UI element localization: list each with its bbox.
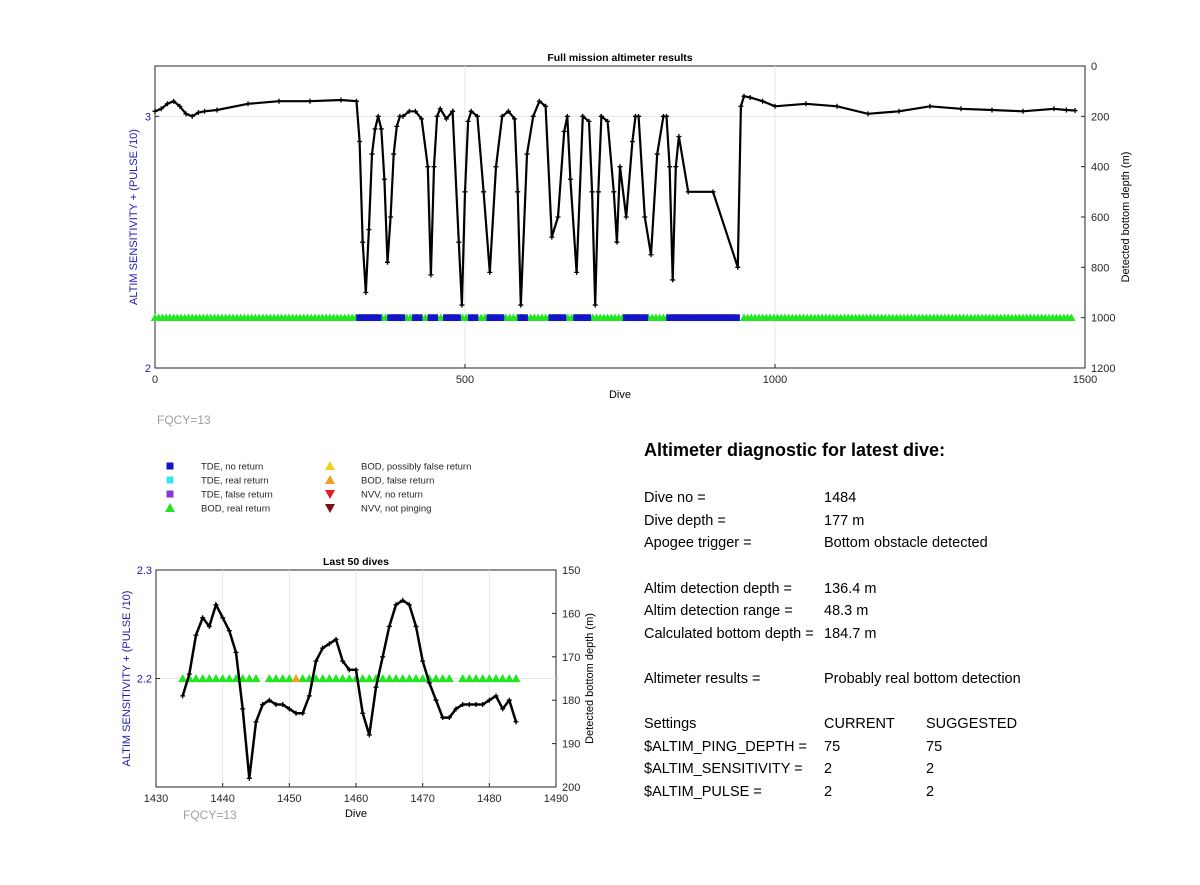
main-frequency-note: FQCY=13 [157,413,211,427]
legend-label: TDE, no return [201,461,264,473]
sensitivity-label: $ALTIM_SENSITIVITY = [644,761,803,778]
dive-no-value: 1484 [824,490,857,507]
sensitivity-suggested: 2 [926,761,935,778]
right-tick-label: 1200 [1091,363,1116,375]
x-tick-label: 0 [151,374,159,386]
legend-triangle-up-icon [325,475,335,484]
ping-depth-label: $ALTIM_PING_DEPTH = [644,738,807,755]
dive-depth-row [644,510,1184,533]
sensitivity-current: 2 [824,761,833,778]
tde-no-return-marker [560,314,567,321]
detection-depth-label: Altim detection depth = [644,580,792,597]
right-tick-label: 200 [1091,111,1110,124]
current-header: CURRENT [824,716,895,733]
legend [165,461,471,515]
pulse-row [644,781,1184,804]
recent-right-axis-label: Detected bottom depth (m) [584,613,596,744]
x-tick-label: 1480 [477,793,502,805]
main-chart-title: Full mission altimeter results [547,52,693,64]
tde-no-return-marker [584,314,591,321]
legend-triangle-down-icon [325,504,335,513]
right-tick-label: 400 [1091,161,1110,174]
calculated-depth-value: 184.7 m [824,625,877,642]
legend-item [325,490,423,501]
tde-no-return-marker [498,314,505,321]
ping-depth-current: 75 [824,738,841,755]
tde-no-return-marker [454,314,461,321]
ping-depth-row [644,736,1184,759]
x-tick-label: 1490 [543,793,569,805]
x-tick-label: 1430 [143,793,169,805]
tde-no-return-marker [641,314,648,321]
settings-header-row [644,713,1184,736]
main-chart [128,52,1132,427]
x-tick-label: 1500 [1072,374,1098,386]
results-label: Altimeter results = [644,671,761,688]
main-left-axis-label: ALTIM SENSITIVITY + (PULSE /10) [128,129,140,305]
x-tick-label: 1000 [762,374,788,386]
main-plot-area [155,66,1085,368]
legend-item [167,490,273,501]
detection-range-label: Altim detection range = [644,603,793,620]
x-tick-label: 1470 [410,793,435,805]
right-tick-label: 800 [1091,262,1110,275]
legend-item [325,504,431,515]
right-tick-label: 0 [1091,61,1098,73]
pulse-current: 2 [824,784,833,801]
dive-no-label: Dive no = [644,490,706,507]
x-tick-label: 500 [455,374,475,386]
tde-no-return-marker [398,314,405,321]
dive-depth-label: Dive depth = [644,512,726,529]
calculated-depth-row [644,623,1184,646]
right-tick-label: 170 [562,651,581,664]
legend-triangle-up-icon [325,461,335,470]
recent-chart-title: Last 50 dives [323,556,389,568]
legend-label: NVV, not pinging [361,503,432,515]
detection-range-row [644,600,1184,623]
tde-no-return-marker [431,314,438,321]
legend-label: TDE, false return [201,489,273,501]
legend-triangle-down-icon [325,490,335,499]
right-tick-label: 1000 [1091,312,1116,325]
legend-item [325,461,471,473]
apogee-value: Bottom obstacle detected [824,535,988,552]
suggested-header: SUGGESTED [926,716,1018,733]
legend-item [167,462,264,473]
legend-square-icon [167,491,174,498]
tde-no-return-marker [733,314,740,321]
legend-triangle-up-icon [165,503,175,512]
diagnostic-panel [644,440,1184,803]
left-tick-label: 2.2 [136,673,152,686]
dive-depth-value: 177 m [824,512,865,529]
ping-depth-suggested: 75 [926,738,943,755]
legend-square-icon [167,463,174,470]
recent-chart [121,556,596,822]
legend-item [325,475,434,487]
results-row [644,668,1184,691]
x-tick-label: 1460 [343,793,369,805]
right-tick-label: 160 [562,608,581,621]
left-tick-label: 2.3 [136,565,152,577]
detection-depth-row [644,577,1184,600]
recent-frequency-note: FQCY=13 [183,808,237,822]
main-x-axis-label: Dive [608,389,632,401]
results-value: Probably real bottom detection [824,671,1021,688]
detection-range-value: 48.3 m [824,603,869,620]
dive-no-row [644,487,1184,510]
sensitivity-row [644,758,1184,781]
right-tick-label: 150 [562,565,581,577]
x-tick-label: 1450 [277,793,302,805]
left-tick-label: 3 [144,111,151,124]
recent-x-axis-label: Dive [344,808,368,820]
right-tick-label: 200 [562,782,581,794]
recent-left-axis-label: ALTIM SENSITIVITY + (PULSE /10) [121,590,133,767]
legend-item [167,476,269,487]
apogee-row [644,532,1184,555]
legend-item [165,503,270,515]
left-tick-label: 2 [144,363,151,375]
legend-label: BOD, possibly false return [361,461,472,473]
legend-label: NVV, no return [361,489,423,501]
settings-label: Settings [644,716,697,733]
tde-no-return-marker [472,314,479,321]
right-tick-label: 180 [562,695,581,708]
pulse-label: $ALTIM_PULSE = [644,784,762,801]
legend-label: BOD, false return [361,475,435,487]
diagnostic-title: Altimeter diagnostic for latest dive: [644,440,946,460]
legend-label: BOD, real return [201,503,271,515]
right-tick-label: 600 [1091,212,1110,224]
detection-depth-value: 136.4 m [824,580,877,597]
tde-no-return-marker [416,314,423,321]
tde-no-return-marker [521,314,528,321]
x-tick-label: 1440 [210,793,235,805]
legend-label: TDE, real return [201,475,269,487]
main-right-axis-label: Detected bottom depth (m) [1120,151,1132,283]
right-tick-label: 190 [562,738,581,751]
pulse-suggested: 2 [926,784,935,801]
legend-square-icon [167,477,174,484]
calculated-depth-label: Calculated bottom depth = [644,625,814,642]
apogee-label: Apogee trigger = [644,535,752,552]
tde-no-return-marker [375,314,382,321]
